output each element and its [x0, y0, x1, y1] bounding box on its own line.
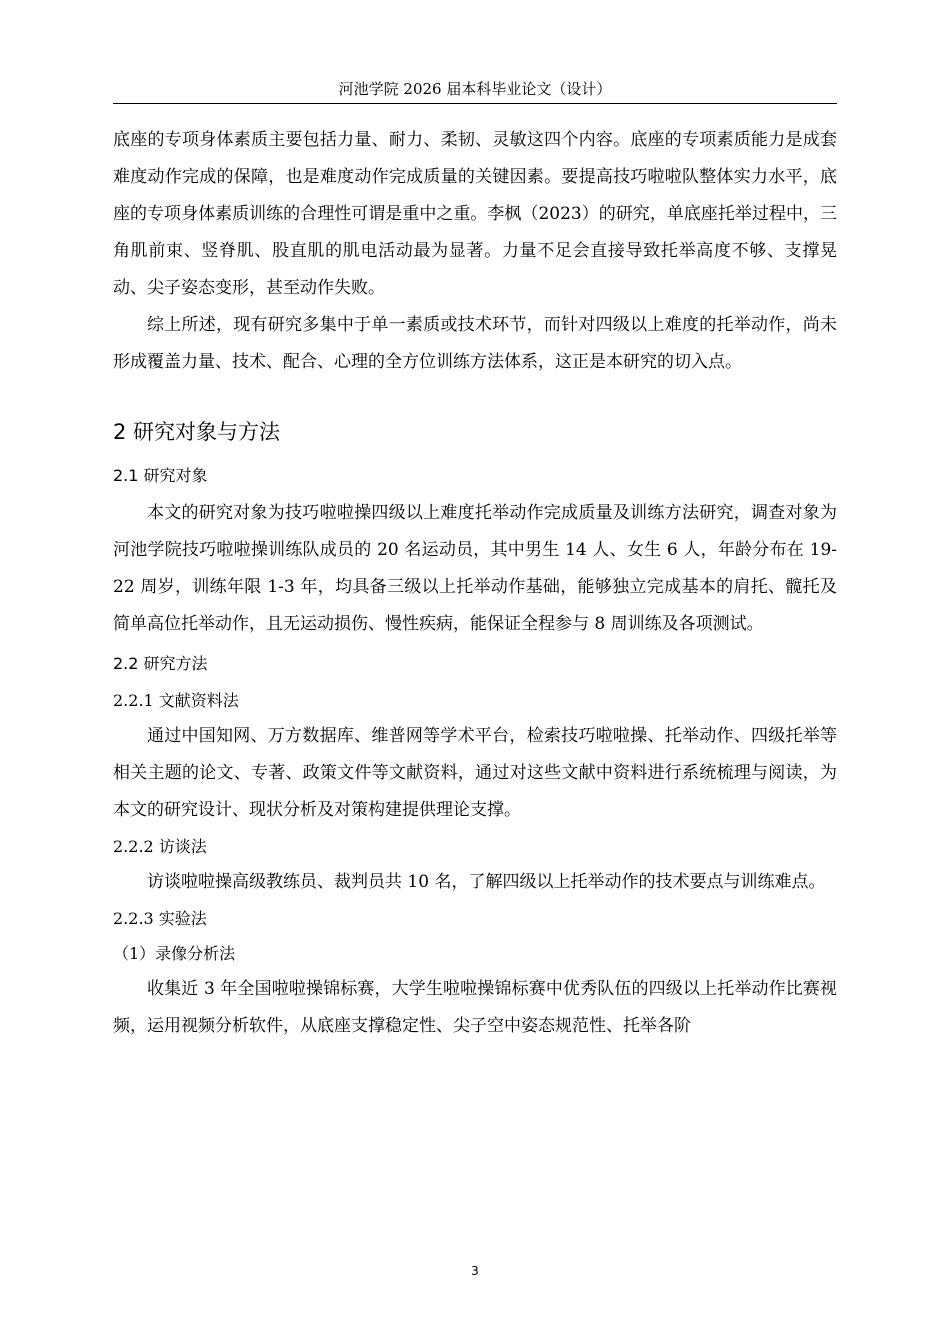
subsubsection-heading-2-2-3: 2.2.3 实验法: [113, 909, 207, 928]
page-body: [113, 122, 837, 1045]
paragraph-research-subject: 本文的研究对象为技巧啦啦操四级以上难度托举动作完成质量及训练方法研究，调查对象为河池学院技巧啦啦操训练队成员的 20 名运动员，其中男生 14 人、女生 6 人，年龄分布在 19-22 周岁，训练年限 1-3 年，均具备三级以上托举动作基础，能够独立完成基本的肩托、髋托及简单高位托举动作，且无运动损伤、慢性疾病，能保证全程参与 8 周训练及各项测试。: [113, 503, 837, 634]
paragraph-base-fitness: 底座的专项身体素质主要包括力量、耐力、柔韧、灵敏这四个内容。底座的专项素质能力是成套难度动作完成的保障，也是难度动作完成质量的关键因素。要提高技巧啦啦队整体实力水平，底座的专项身体素质训练的合理性可谓是重中之重。李枫（2023）的研究，单底座托举过程中，三角肌前束、竖脊肌、股直肌的肌电活动最为显著。力量不足会直接导致托举高度不够、支撑晃动、尖子姿态变形，甚至动作失败。: [113, 130, 837, 298]
running-header: 河池学院 2026 届本科毕业论文（设计）: [338, 80, 612, 98]
subsection-heading-2-2: 2.2 研究方法: [113, 654, 208, 673]
paragraph-literature-method: 通过中国知网、万方数据库、维普网等学术平台，检索技巧啦啦操、托举动作、四级托举等相关主题的论文、专著、政策文件等文献资料，通过对这些文献中资料进行系统梳理与阅读，为本文的研究设计、现状分析及对策构建提供理论支撑。: [113, 726, 837, 820]
subsubsection-heading-2-2-2: 2.2.2 访谈法: [113, 837, 207, 856]
section-heading-2: 2 研究对象与方法: [113, 420, 281, 444]
header-rule: [113, 103, 837, 104]
paragraph-summary: 综上所述，现有研究多集中于单一素质或技术环节，而针对四级以上难度的托举动作，尚未形成覆盖力量、技术、配合、心理的全方位训练方法体系，这正是本研究的切入点。: [113, 315, 837, 372]
subsubsection-heading-2-2-1: 2.2.1 文献资料法: [113, 691, 239, 710]
subsection-heading-2-1: 2.1 研究对象: [113, 466, 208, 485]
paragraph-video-analysis: 收集近 3 年全国啦啦操锦标赛，大学生啦啦操锦标赛中优秀队伍的四级以上托举动作比赛视频，运用视频分析软件，从底座支撑稳定性、尖子空中姿态规范性、托举各阶: [113, 979, 837, 1036]
item-heading-video-analysis: （1）录像分析法: [113, 944, 236, 963]
paragraph-interview-method: 访谈啦啦操高级教练员、裁判员共 10 名，了解四级以上托举动作的技术要点与训练难点。: [147, 872, 826, 892]
page-number: 3: [471, 1264, 479, 1278]
